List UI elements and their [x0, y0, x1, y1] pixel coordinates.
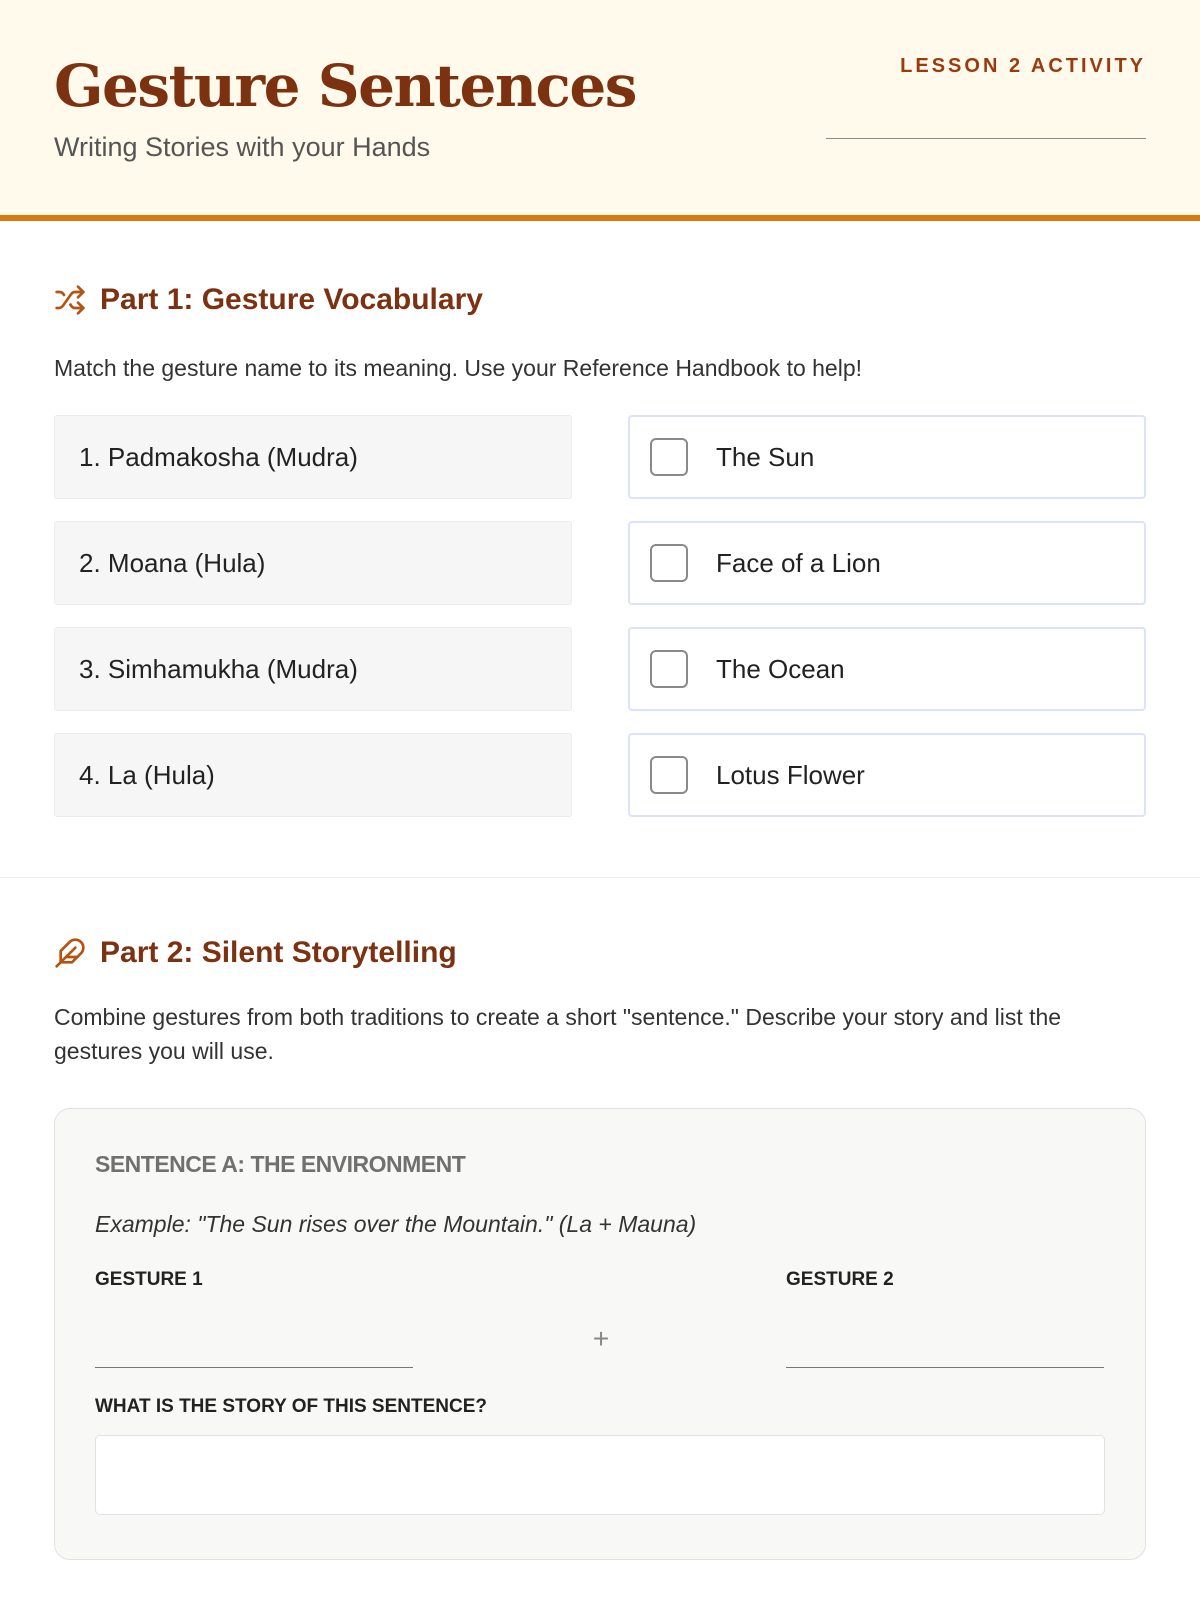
meaning-option[interactable]	[628, 521, 1146, 605]
page-header	[0, 0, 1200, 221]
page-subtitle: Writing Stories with your Hands	[54, 132, 431, 162]
story-input[interactable]	[95, 1435, 1105, 1515]
story-question-label: WHAT IS THE STORY OF THIS SENTENCE?	[95, 1396, 487, 1417]
part1-section	[0, 221, 1200, 817]
part2-title: Part 2: Silent Storytelling	[100, 936, 457, 969]
page-title: Gesture Sentences	[54, 52, 636, 120]
gesture1-input[interactable]	[95, 1367, 413, 1368]
meaning-checkbox[interactable]	[650, 438, 688, 476]
part2-instructions: Combine gestures from both traditions to create a short "sentence." Describe your story and list the gestures you will use.	[54, 1004, 1062, 1064]
sentence-a-card	[54, 1108, 1146, 1560]
plus-sign: +	[592, 1323, 610, 1354]
meaning-option[interactable]	[628, 627, 1146, 711]
meaning-checkbox[interactable]	[650, 650, 688, 688]
meaning-label: The Ocean	[716, 653, 845, 684]
sentence-a-example: Example: "The Sun rises over the Mountain." (La + Mauna)	[95, 1211, 697, 1237]
matching-grid	[54, 415, 1146, 817]
part2-section	[0, 878, 1200, 1560]
gesture-term: 3. Simhamukha (Mudra)	[54, 627, 572, 711]
meaning-label: Face of a Lion	[716, 547, 881, 578]
gesture2-input[interactable]	[786, 1367, 1104, 1368]
gesture-term: 2. Moana (Hula)	[54, 521, 572, 605]
part1-instructions: Match the gesture name to its meaning. Use your Reference Handbook to help!	[54, 355, 863, 381]
meaning-checkbox[interactable]	[650, 756, 688, 794]
feather-icon	[54, 937, 86, 969]
part1-heading	[54, 283, 1146, 317]
shuffle-icon	[54, 284, 86, 316]
meaning-option[interactable]	[628, 415, 1146, 499]
part1-title: Part 1: Gesture Vocabulary	[100, 283, 483, 316]
part2-heading	[54, 936, 1146, 970]
match-row	[54, 627, 1146, 711]
meaning-label: Lotus Flower	[716, 759, 865, 790]
match-row	[54, 733, 1146, 817]
gesture1-label: GESTURE 1	[95, 1269, 203, 1290]
match-row	[54, 521, 1146, 605]
gesture-term: 1. Padmakosha (Mudra)	[54, 415, 572, 499]
sentence-a-label: SENTENCE A: THE ENVIRONMENT	[95, 1151, 466, 1177]
name-line[interactable]	[826, 138, 1146, 139]
meaning-checkbox[interactable]	[650, 544, 688, 582]
meaning-option[interactable]	[628, 733, 1146, 817]
match-row	[54, 415, 1146, 499]
gesture2-label: GESTURE 2	[786, 1269, 894, 1290]
gesture-term: 4. La (Hula)	[54, 733, 572, 817]
lesson-label: LESSON 2 ACTIVITY	[900, 55, 1146, 77]
meaning-label: The Sun	[716, 441, 815, 472]
